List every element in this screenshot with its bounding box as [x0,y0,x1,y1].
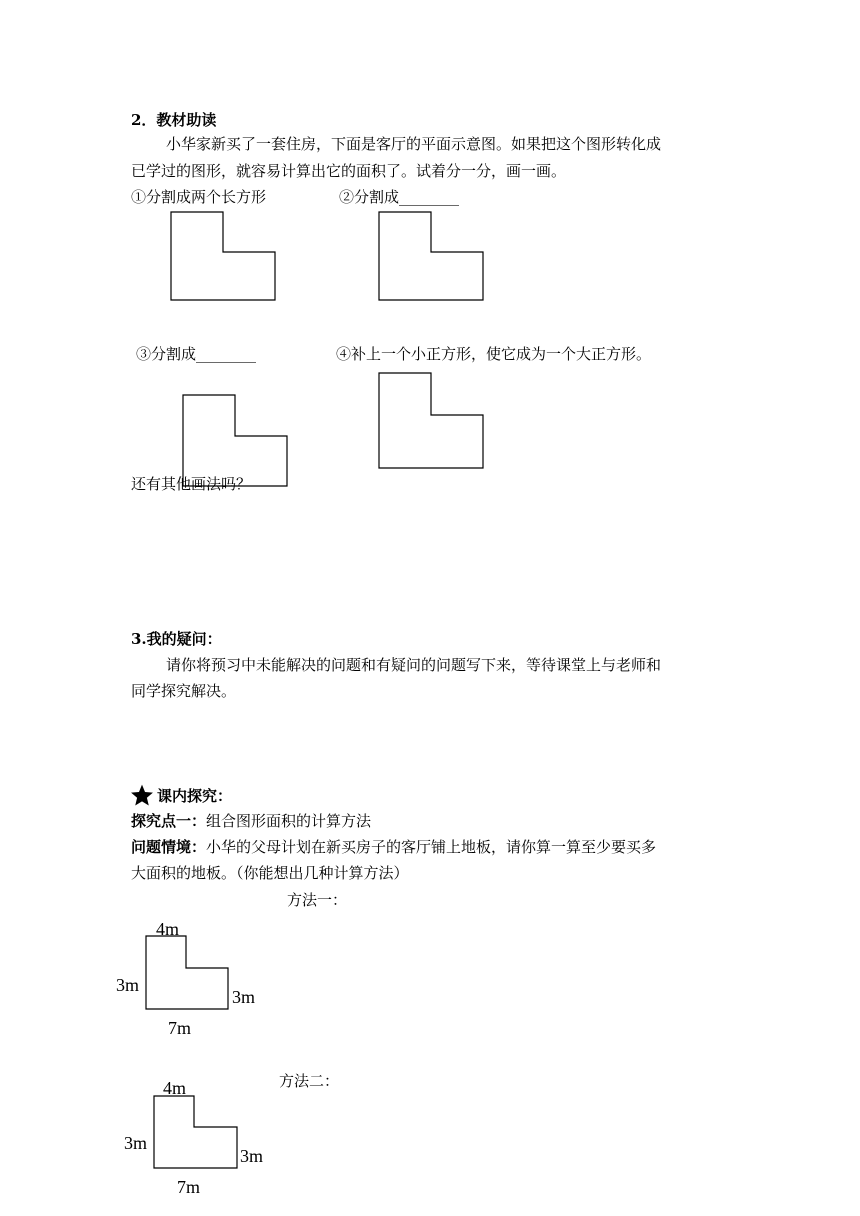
task-4-label: ④补上一个小正方形，使它成为一个大正方形。 [336,345,652,363]
task-1-label: ①分割成两个长方形 [131,188,267,206]
method1-left-label: 3m [116,975,140,995]
task-3-label: ③分割成________ [136,345,257,363]
l-shape-figure-2 [378,211,484,301]
exploration-point-label: 探究点一： [131,812,207,830]
task-2-label: ②分割成________ [339,188,460,206]
problem-text-line1: 小华的父母计划在新买房子的客厅铺上地板，请你算一算至少要买多 [206,838,657,856]
method1-top-label: 4m [156,919,180,939]
problem-text-line2: 大面积的地板。（你能想出几种计算方法） [131,864,409,882]
method2-title: 方法二： [279,1072,340,1090]
l-shape-figure-1 [170,211,276,301]
section3-paragraph-line1: 请你将预习中未能解决的问题和有疑问的问题写下来，等待课堂上与老师和 [166,656,662,674]
exploration-point-text: 组合图形面积的计算方法 [206,812,372,830]
other-methods-question: 还有其他画法吗？ [131,475,252,493]
exploration-point-line [131,811,371,831]
method2-l-shape [153,1095,238,1169]
method1-right-label: 3m [232,987,256,1007]
method2-right-label: 3m [240,1146,264,1166]
star-icon [129,783,155,808]
method2-bottom-label: 7m [177,1177,201,1197]
method2-top-label: 4m [163,1078,187,1098]
section2-heading: 2．教材助读 [131,111,217,129]
method1-l-shape [145,935,229,1010]
method1-bottom-label: 7m [168,1018,192,1038]
section3-heading: 3.我的疑问： [131,630,222,648]
method2-left-label: 3m [124,1133,148,1153]
method1-title: 方法一： [287,891,348,909]
l-shape-figure-4 [378,372,484,469]
section2-paragraph-line1: 小华家新买了一套住房，下面是客厅的平面示意图。如果把这个图形转化成 [166,135,662,153]
problem-line1 [131,837,656,857]
section2-paragraph-line2: 已学过的图形，就容易计算出它的面积了。试着分一分，画一画。 [131,162,567,180]
problem-label: 问题情境： [131,838,207,856]
section3-paragraph-line2: 同学探究解决。 [131,682,237,700]
inclass-heading: 课内探究： [157,787,233,805]
